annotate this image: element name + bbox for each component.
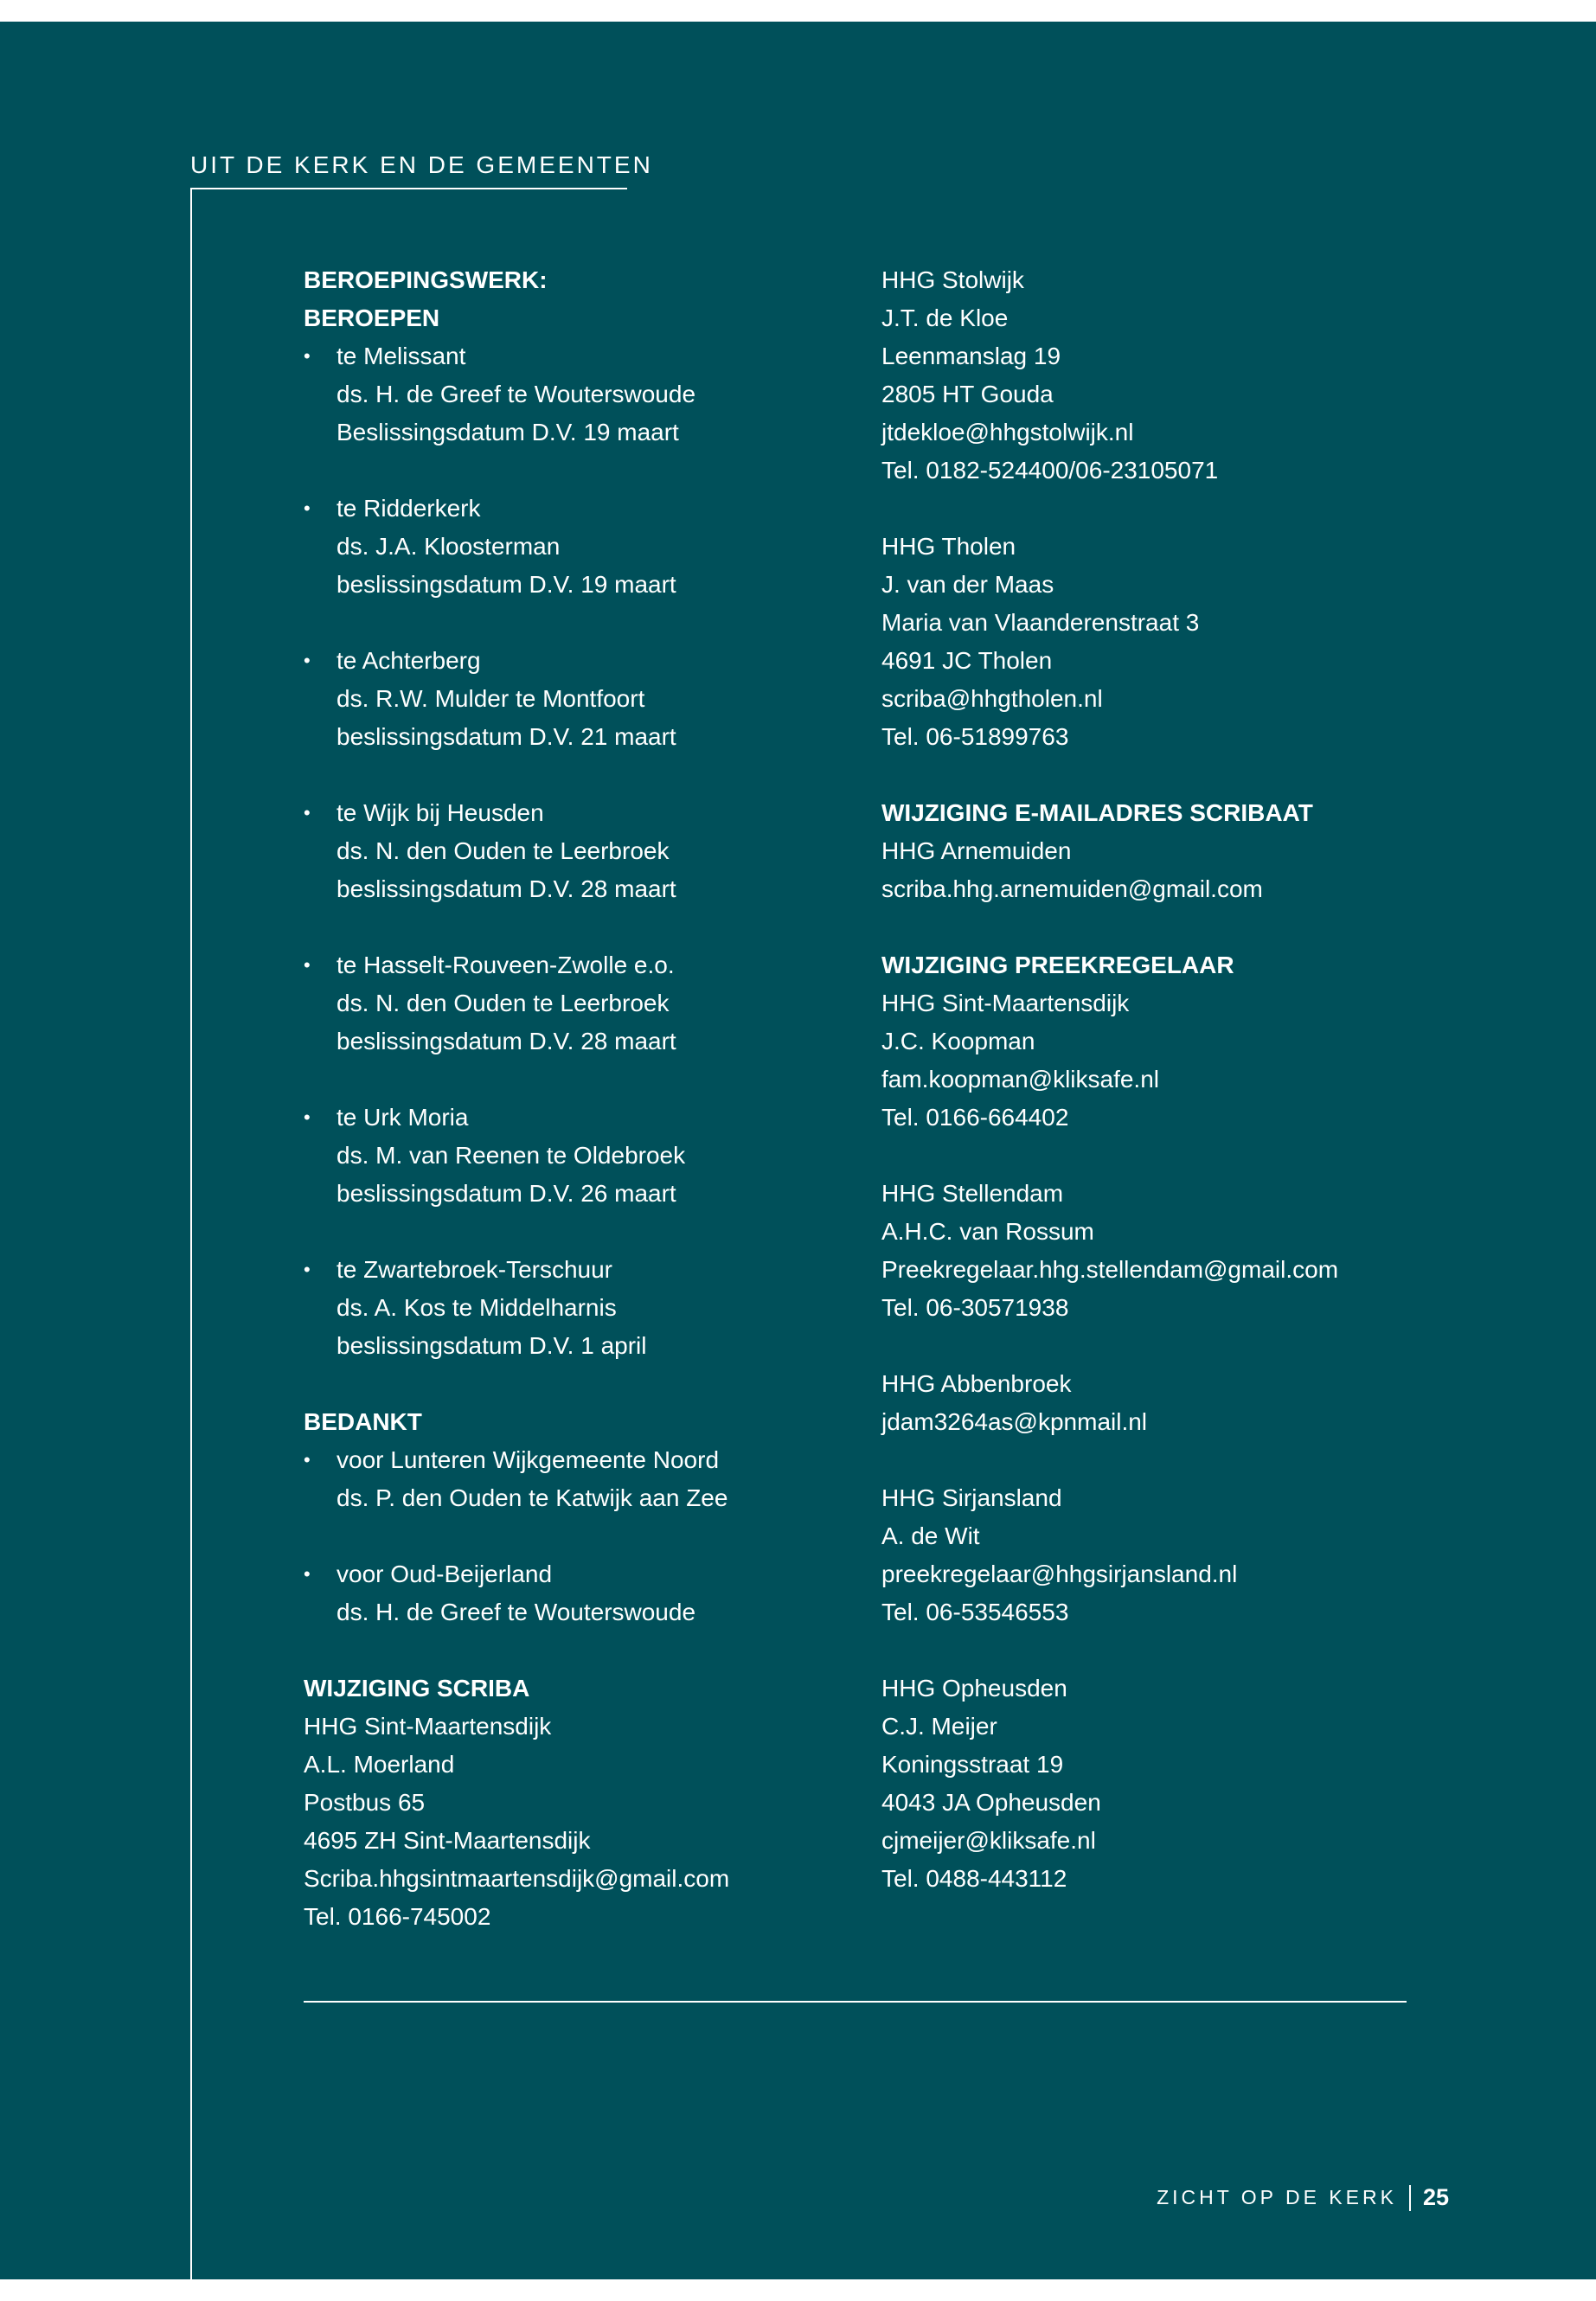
scriba-block-line: HHG Stolwijk xyxy=(881,266,1024,293)
preek-block-line: Preekregelaar.hhg.stellendam@gmail.com xyxy=(881,1256,1339,1283)
heading-wijziging-scriba: WIJZIGING SCRIBA xyxy=(304,1675,530,1702)
scriba-block-line: Tel. 06-51899763 xyxy=(881,723,1069,750)
bullet-text: te Wijk bij Heusden xyxy=(337,799,544,826)
spacer xyxy=(304,452,840,490)
preek-block-line: HHG Sint-Maartensdijk xyxy=(881,990,1130,1016)
bullet-icon: • xyxy=(304,650,311,671)
scriba-block-line: Tel. 0182-524400/06-23105071 xyxy=(881,457,1219,484)
beroep-date: beslissingsdatum D.V. 1 april xyxy=(337,1332,647,1359)
scriba-block-line: Leenmanslag 19 xyxy=(881,343,1061,369)
spacer xyxy=(304,756,840,794)
bullet-icon: • xyxy=(304,954,311,976)
bedankt-minister: ds. P. den Ouden te Katwijk aan Zee xyxy=(337,1484,728,1511)
bullet-icon: • xyxy=(304,1563,311,1585)
bullet-icon: • xyxy=(304,802,311,824)
heading-wijziging-preekregelaar: WIJZIGING PREEKREGELAAR xyxy=(881,952,1234,978)
preek-block-line: 4043 JA Opheusden xyxy=(881,1789,1101,1816)
bullet-icon: • xyxy=(304,1259,311,1280)
bullet-icon: • xyxy=(304,497,311,519)
scriba-block-line: Maria van Vlaanderenstraat 3 xyxy=(881,609,1200,636)
spacer xyxy=(304,1365,840,1403)
spacer xyxy=(881,1631,1487,1670)
page-number: 25 xyxy=(1422,2184,1449,2210)
beroep-minister: ds. M. van Reenen te Oldebroek xyxy=(337,1142,686,1169)
beroep-date: beslissingsdatum D.V. 28 maart xyxy=(337,875,676,902)
bullet-text: voor Lunteren Wijkgemeente Noord xyxy=(337,1446,720,1473)
bullet-icon: • xyxy=(304,1106,311,1128)
heading-wijziging-email: WIJZIGING E-MAILADRES SCRIBAAT xyxy=(881,799,1313,826)
beroep-place xyxy=(304,794,840,832)
page xyxy=(0,22,1596,2279)
preek-block-line: Tel. 0488-443112 xyxy=(881,1865,1067,1892)
spacer xyxy=(304,908,840,946)
spacer xyxy=(881,1441,1487,1479)
header-underline xyxy=(190,188,627,189)
scriba-line: Tel. 0166-745002 xyxy=(304,1903,491,1930)
preek-block-line: Tel. 0166-664402 xyxy=(881,1104,1069,1131)
beroep-place xyxy=(304,337,840,375)
beroep-date: beslissingsdatum D.V. 26 maart xyxy=(337,1180,676,1207)
preek-block-line: HHG Abbenbroek xyxy=(881,1370,1072,1397)
magazine-name: ZICHT OP DE KERK xyxy=(1157,2186,1397,2208)
scriba-block-line: scriba@hhgtholen.nl xyxy=(881,685,1103,712)
bullet-text: voor Oud-Beijerland xyxy=(337,1561,553,1587)
right-column xyxy=(881,261,1487,1898)
bullet-icon: • xyxy=(304,1449,311,1471)
preek-block-line: Tel. 06-30571938 xyxy=(881,1294,1069,1321)
bullet-text: te Urk Moria xyxy=(337,1104,469,1131)
beroep-minister: ds. H. de Greef te Wouterswoude xyxy=(337,381,696,407)
scriba-line: A.L. Moerland xyxy=(304,1751,455,1778)
preek-block-line: HHG Opheusden xyxy=(881,1675,1067,1702)
heading-beroepen: BEROEPEN xyxy=(304,304,440,331)
preek-block-line: Tel. 06-53546553 xyxy=(881,1599,1069,1625)
spacer xyxy=(304,604,840,642)
bedankt-place xyxy=(304,1441,840,1479)
scriba-line: HHG Sint-Maartensdijk xyxy=(304,1713,552,1740)
beroep-minister: ds. A. Kos te Middelharnis xyxy=(337,1294,617,1321)
spacer xyxy=(881,490,1487,528)
scriba-block-line: jtdekloe@hhgstolwijk.nl xyxy=(881,419,1134,445)
preek-block-line: HHG Stellendam xyxy=(881,1180,1064,1207)
bullet-text: te Zwartebroek-Terschuur xyxy=(337,1256,613,1283)
beroep-place xyxy=(304,642,840,680)
beroep-minister: ds. R.W. Mulder te Montfoort xyxy=(337,685,645,712)
preek-block-line: cjmeijer@kliksafe.nl xyxy=(881,1827,1096,1854)
email-line: scriba.hhg.arnemuiden@gmail.com xyxy=(881,875,1263,902)
beroep-minister: ds. N. den Ouden te Leerbroek xyxy=(337,837,670,864)
beroep-minister: ds. N. den Ouden te Leerbroek xyxy=(337,990,670,1016)
spacer xyxy=(881,1137,1487,1175)
spacer xyxy=(304,1213,840,1251)
footer-separator xyxy=(1409,2185,1411,2211)
preek-block-line: fam.koopman@kliksafe.nl xyxy=(881,1066,1160,1093)
preek-block-line: jdam3264as@kpnmail.nl xyxy=(881,1408,1148,1435)
bullet-icon: • xyxy=(304,345,311,367)
spacer xyxy=(881,908,1487,946)
beroep-place xyxy=(304,946,840,984)
scriba-block-line: 2805 HT Gouda xyxy=(881,381,1054,407)
beroep-date: beslissingsdatum D.V. 19 maart xyxy=(337,571,676,598)
bedankt-place xyxy=(304,1555,840,1593)
spacer xyxy=(304,1631,840,1670)
spacer xyxy=(881,756,1487,794)
preek-block-line: C.J. Meijer xyxy=(881,1713,997,1740)
scriba-block-line: HHG Tholen xyxy=(881,533,1016,560)
scriba-block-line: 4691 JC Tholen xyxy=(881,647,1053,674)
scriba-line: Scriba.hhgsintmaartensdijk@gmail.com xyxy=(304,1865,730,1892)
bullet-text: te Melissant xyxy=(337,343,466,369)
page-footer xyxy=(1157,2184,1449,2211)
preek-block-line: A. de Wit xyxy=(881,1522,980,1549)
spacer xyxy=(304,1061,840,1099)
preek-block-line: preekregelaar@hhgsirjansland.nl xyxy=(881,1561,1238,1587)
preek-block-line: A.H.C. van Rossum xyxy=(881,1218,1094,1245)
email-line: HHG Arnemuiden xyxy=(881,837,1072,864)
bullet-text: te Hasselt-Rouveen-Zwolle e.o. xyxy=(337,952,675,978)
scriba-block-line: J. van der Maas xyxy=(881,571,1054,598)
preek-block-line: HHG Sirjansland xyxy=(881,1484,1062,1511)
bottom-rule xyxy=(304,2001,1407,2003)
heading-bedankt: BEDANKT xyxy=(304,1408,422,1435)
scriba-line: Postbus 65 xyxy=(304,1789,426,1816)
beroep-minister: ds. J.A. Kloosterman xyxy=(337,533,561,560)
beroep-date: Beslissingsdatum D.V. 19 maart xyxy=(337,419,679,445)
preek-block-line: J.C. Koopman xyxy=(881,1028,1035,1054)
spacer xyxy=(881,1327,1487,1365)
scriba-block-line: J.T. de Kloe xyxy=(881,304,1009,331)
left-column xyxy=(304,261,840,1936)
beroep-date: beslissingsdatum D.V. 28 maart xyxy=(337,1028,676,1054)
section-title: UIT DE KERK EN DE GEMEENTEN xyxy=(190,151,653,178)
bullet-text: te Ridderkerk xyxy=(337,495,481,522)
bullet-text: te Achterberg xyxy=(337,647,481,674)
heading-beroepingswerk: BEROEPINGSWERK: xyxy=(304,266,548,293)
preek-block-line: Koningsstraat 19 xyxy=(881,1751,1064,1778)
beroep-place xyxy=(304,490,840,528)
scriba-line: 4695 ZH Sint-Maartensdijk xyxy=(304,1827,591,1854)
beroep-date: beslissingsdatum D.V. 21 maart xyxy=(337,723,676,750)
beroep-place xyxy=(304,1099,840,1137)
spacer xyxy=(304,1517,840,1555)
beroep-place xyxy=(304,1251,840,1289)
vertical-rule xyxy=(190,188,192,2279)
bedankt-minister: ds. H. de Greef te Wouterswoude xyxy=(337,1599,696,1625)
